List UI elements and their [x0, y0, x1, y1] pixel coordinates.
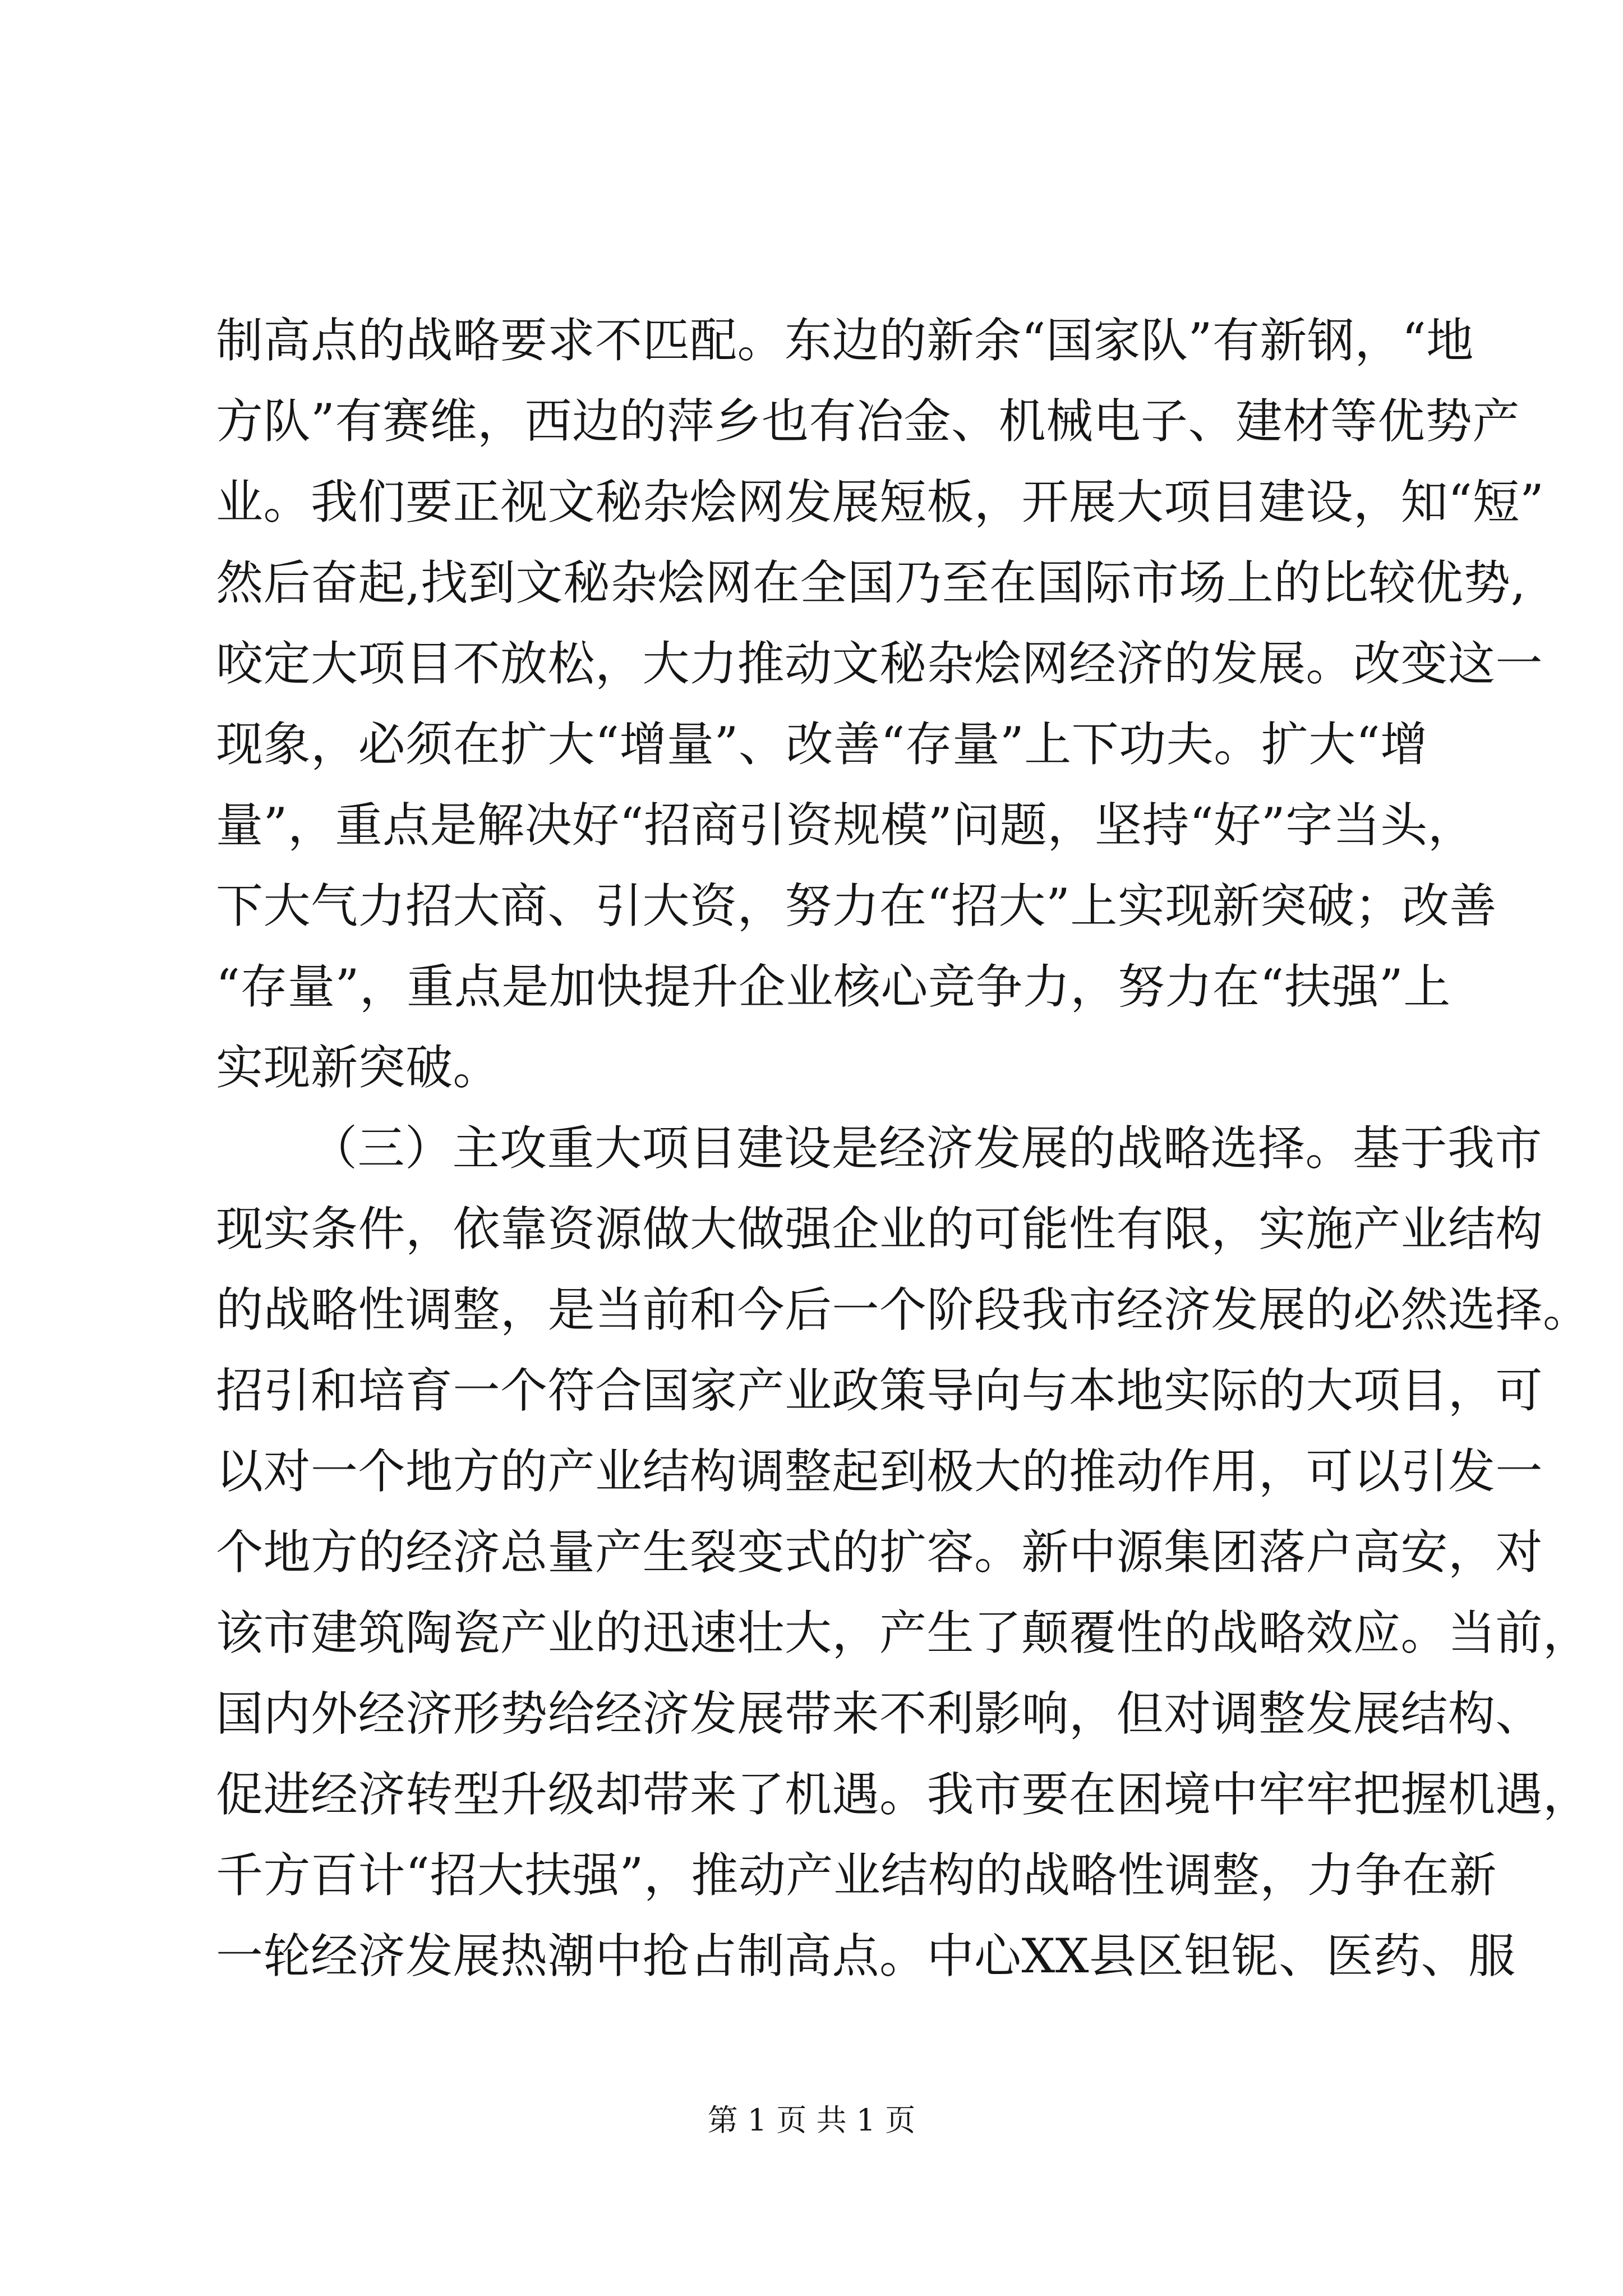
- section-heading-line: （三）主攻重大项目建设是经济发展的战略选择。基于我市: [310, 1121, 1543, 1176]
- body-line: 业。我们要正视文秘杂烩网发展短板，开展大项目建设，知“短”: [216, 475, 1544, 530]
- body-line: 以对一个地方的产业结构调整起到极大的推动作用，可以引发一: [216, 1444, 1543, 1499]
- body-line: 咬定大项目不放松，大力推动文秘杂烩网经济的发展。改变这一: [216, 636, 1543, 691]
- body-line: 制高点的战略要求不匹配。东边的新余“国家队”有新钢，“地: [216, 313, 1474, 368]
- body-line: 个地方的经济总量产生裂变式的扩容。新中源集团落户高安，对: [216, 1525, 1543, 1580]
- body-line: 该市建筑陶瓷产业的迅速壮大，产生了颠覆性的战略效应。当前，: [216, 1605, 1590, 1660]
- body-line: 的战略性调整，是当前和今后一个阶段我市经济发展的必然选择。: [216, 1282, 1590, 1337]
- body-line: 现实条件，依靠资源做大做强企业的可能性有限，实施产业结构: [216, 1202, 1543, 1257]
- body-line: 量”，重点是解决好“招商引资规模”问题，坚持“好”字当头，: [216, 798, 1476, 853]
- body-line: 方队”有赛维，西边的萍乡也有冶金、机械电子、建材等优势产: [216, 394, 1520, 449]
- page-footer: 第 1 页 共 1 页: [707, 2102, 916, 2138]
- body-line: “存量”，重点是加快提升企业核心竞争力，努力在“扶强”上: [216, 959, 1451, 1014]
- body-line: 下大气力招大商、引大资，努力在“招大”上实现新突破；改善: [216, 878, 1497, 933]
- body-line: 招引和培育一个符合国家产业政策导向与本地实际的大项目，可: [216, 1363, 1543, 1418]
- body-line: 一轮经济发展热潮中抢占制高点。中心XX县区钽铌、医药、服: [216, 1929, 1516, 1984]
- body-line: 实现新突破。: [216, 1040, 501, 1095]
- body-line: 国内外经济形势给经济发展带来不利影响，但对调整发展结构、: [216, 1686, 1543, 1741]
- document-body: [216, 300, 1590, 1996]
- body-line: 然后奋起,找到文秘杂烩网在全国乃至在国际市场上的比较优势,: [216, 555, 1526, 610]
- body-line: 促进经济转型升级却带来了机遇。我市要在困境中牢牢把握机遇，: [216, 1767, 1590, 1822]
- body-line: 千方百计“招大扶强”，推动产业结构的战略性调整，力争在新: [216, 1848, 1497, 1903]
- body-line: 现象，必须在扩大“增量”、改善“存量”上下功夫。扩大“增: [216, 717, 1428, 772]
